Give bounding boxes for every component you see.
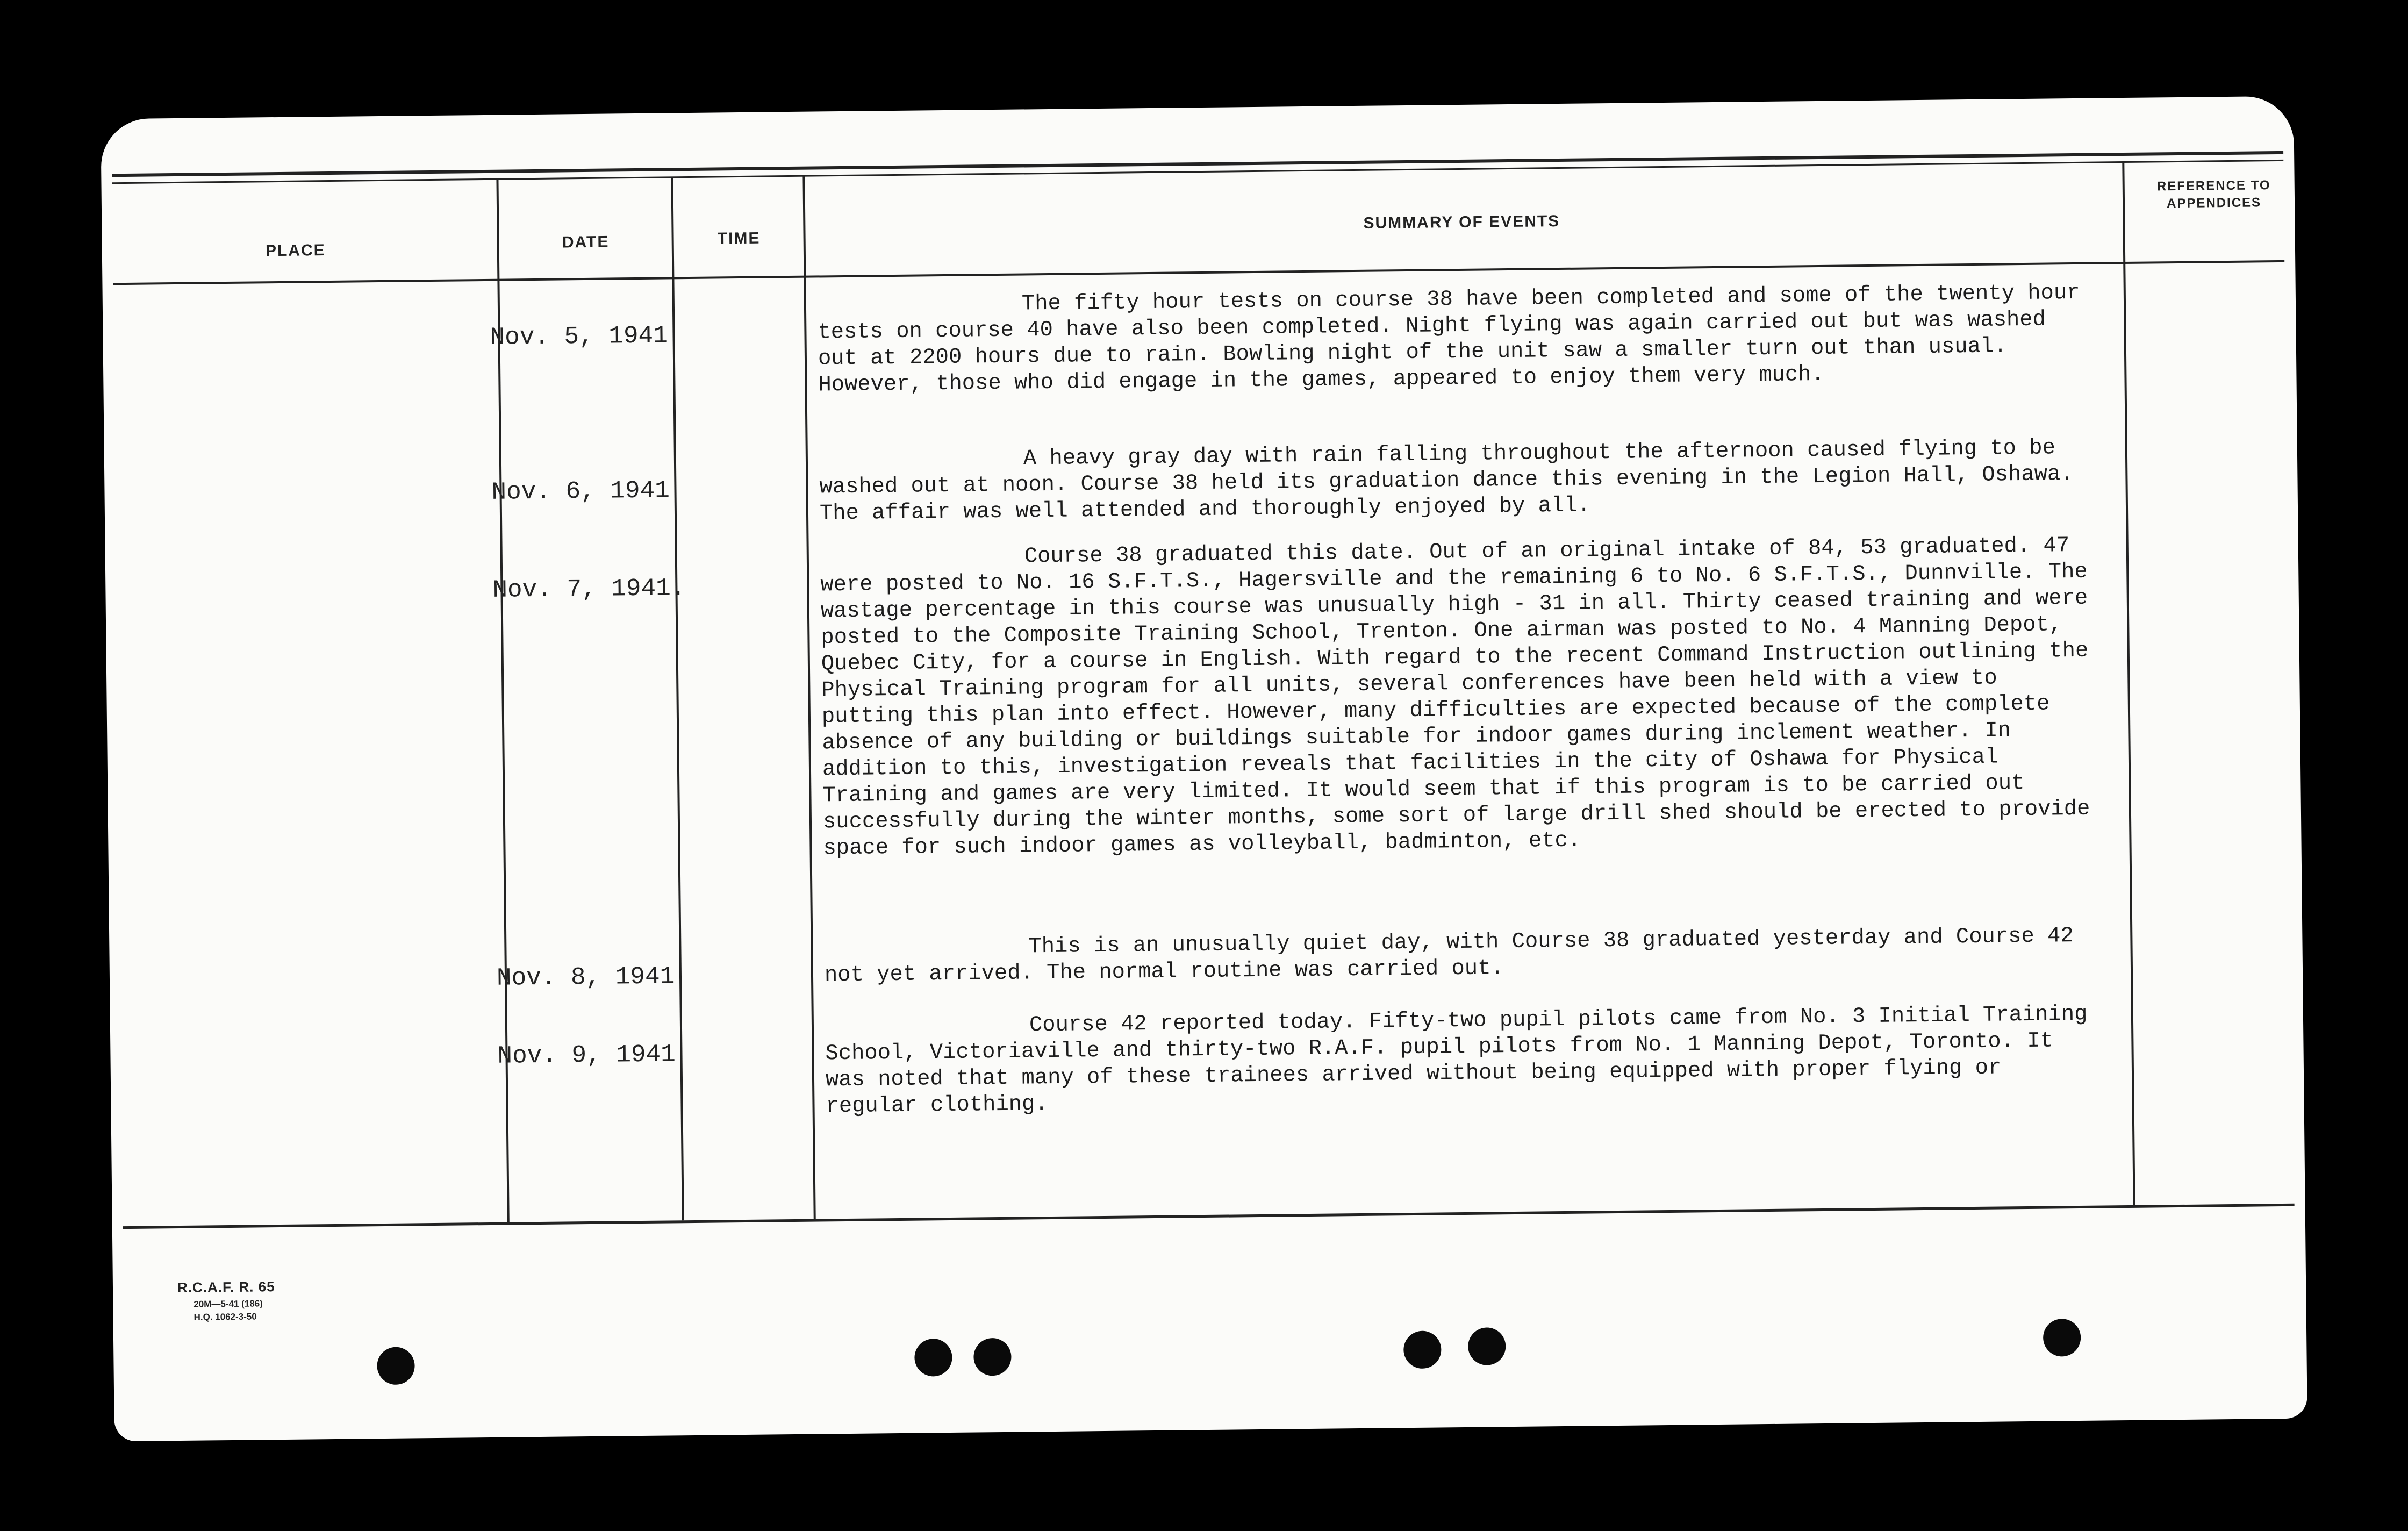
punch-hole [1403,1330,1442,1369]
entry-summary: A heavy gray day with rain falling throughout the afternoon caused flying to be washed out at noon. Course 38 held its graduation dance this evening in the Legion Hall, Oshawa. The affair was well attended and thoroughly enjoyed by all. [819,435,2087,526]
form-print-line: H.Q. 1062-3-50 [194,1311,257,1322]
header-summary: SUMMARY OF EVENTS [1363,212,1560,232]
column-rule-summary-reference [2122,162,2135,1205]
entry-date: Nov. 8, 1941 [496,962,675,992]
diary-form-card [101,96,2307,1442]
entry-date: Nov. 9, 1941 [497,1040,676,1070]
punch-hole [973,1338,1012,1376]
entry-summary: Course 42 reported today. Fifty-two pupil pilots came from No. 3 Initial Training School, Victoriaville and thirty-two R.A.F. pupil pilots from No. 1 Manning Depot, Toronto. It was noted that many of these trainees arrived without being equipped with proper flying or regular clothing. [825,1001,2101,1119]
entry-summary: The fifty hour tests on course 38 have been completed and some of the twenty hour tests on course 40 have also been completed. Night flying was again carried out but was washed out at 2200 hours due to rain. Bowling night of the unit saw a smaller turn out than usual. However, those who did engage in the games, appeared to enjoy them very much. [818,280,2093,398]
header-time: TIME [717,229,761,248]
header-date: DATE [562,233,610,252]
form-identifier [177,1278,275,1323]
punch-hole [377,1347,415,1385]
entry-date: Nov. 6, 1941 [491,476,670,506]
column-rule-time-summary [802,176,815,1219]
entry-date: Nov. 5, 1941 [490,321,669,352]
entry-date: Nov. 7, 1941. [492,574,686,604]
header-reference: REFERENCE TO APPENDICES [2156,178,2271,211]
punch-hole [914,1339,952,1377]
punch-hole [1468,1327,1506,1365]
header-place: PLACE [265,241,326,260]
entry-summary: Course 38 graduated this date. Out of an original intake of 84, 53 graduated. 47 were posted to No. 16 S.F.T.S., Hagersville and the remaining 6 to No. 6 S.F.T.S., Dunnville. The wastage percentage in this course was unusually high - 31 in all. Thirty ceased training and were posted to the Composite Training School, Trenton. One airman was posted to No. 4 Manning Depot, Quebec City, for a course in English. With regard to the recent Command Instruction outlining the Physical Training program for all units, several conferences have been held with a view to putting this plan into effect. However, many difficulties are expected because of the complete absence of any building or buildings suitable for indoor games during inclement weather. In addition to this, investigation reveals that facilities in the city of Oshawa for Physical Training and games are very limited. It would seem that if this program is to be carried out successfully during the winter months, some sort of large drill shed should be erected to provide space for such indoor games as volleyball, badminton, etc. [820,533,2103,861]
entry-summary: This is an unusually quiet day, with Course 38 graduated yesterday and Course 42 not yet arrived. The normal routine was carried out. [824,923,2087,988]
form-number: R.C.A.F. R. 65 [177,1278,275,1296]
punch-hole [2043,1319,2081,1357]
table-bottom-rule [123,1204,2295,1229]
form-print-line: 20M—5-41 (186) [194,1298,263,1310]
